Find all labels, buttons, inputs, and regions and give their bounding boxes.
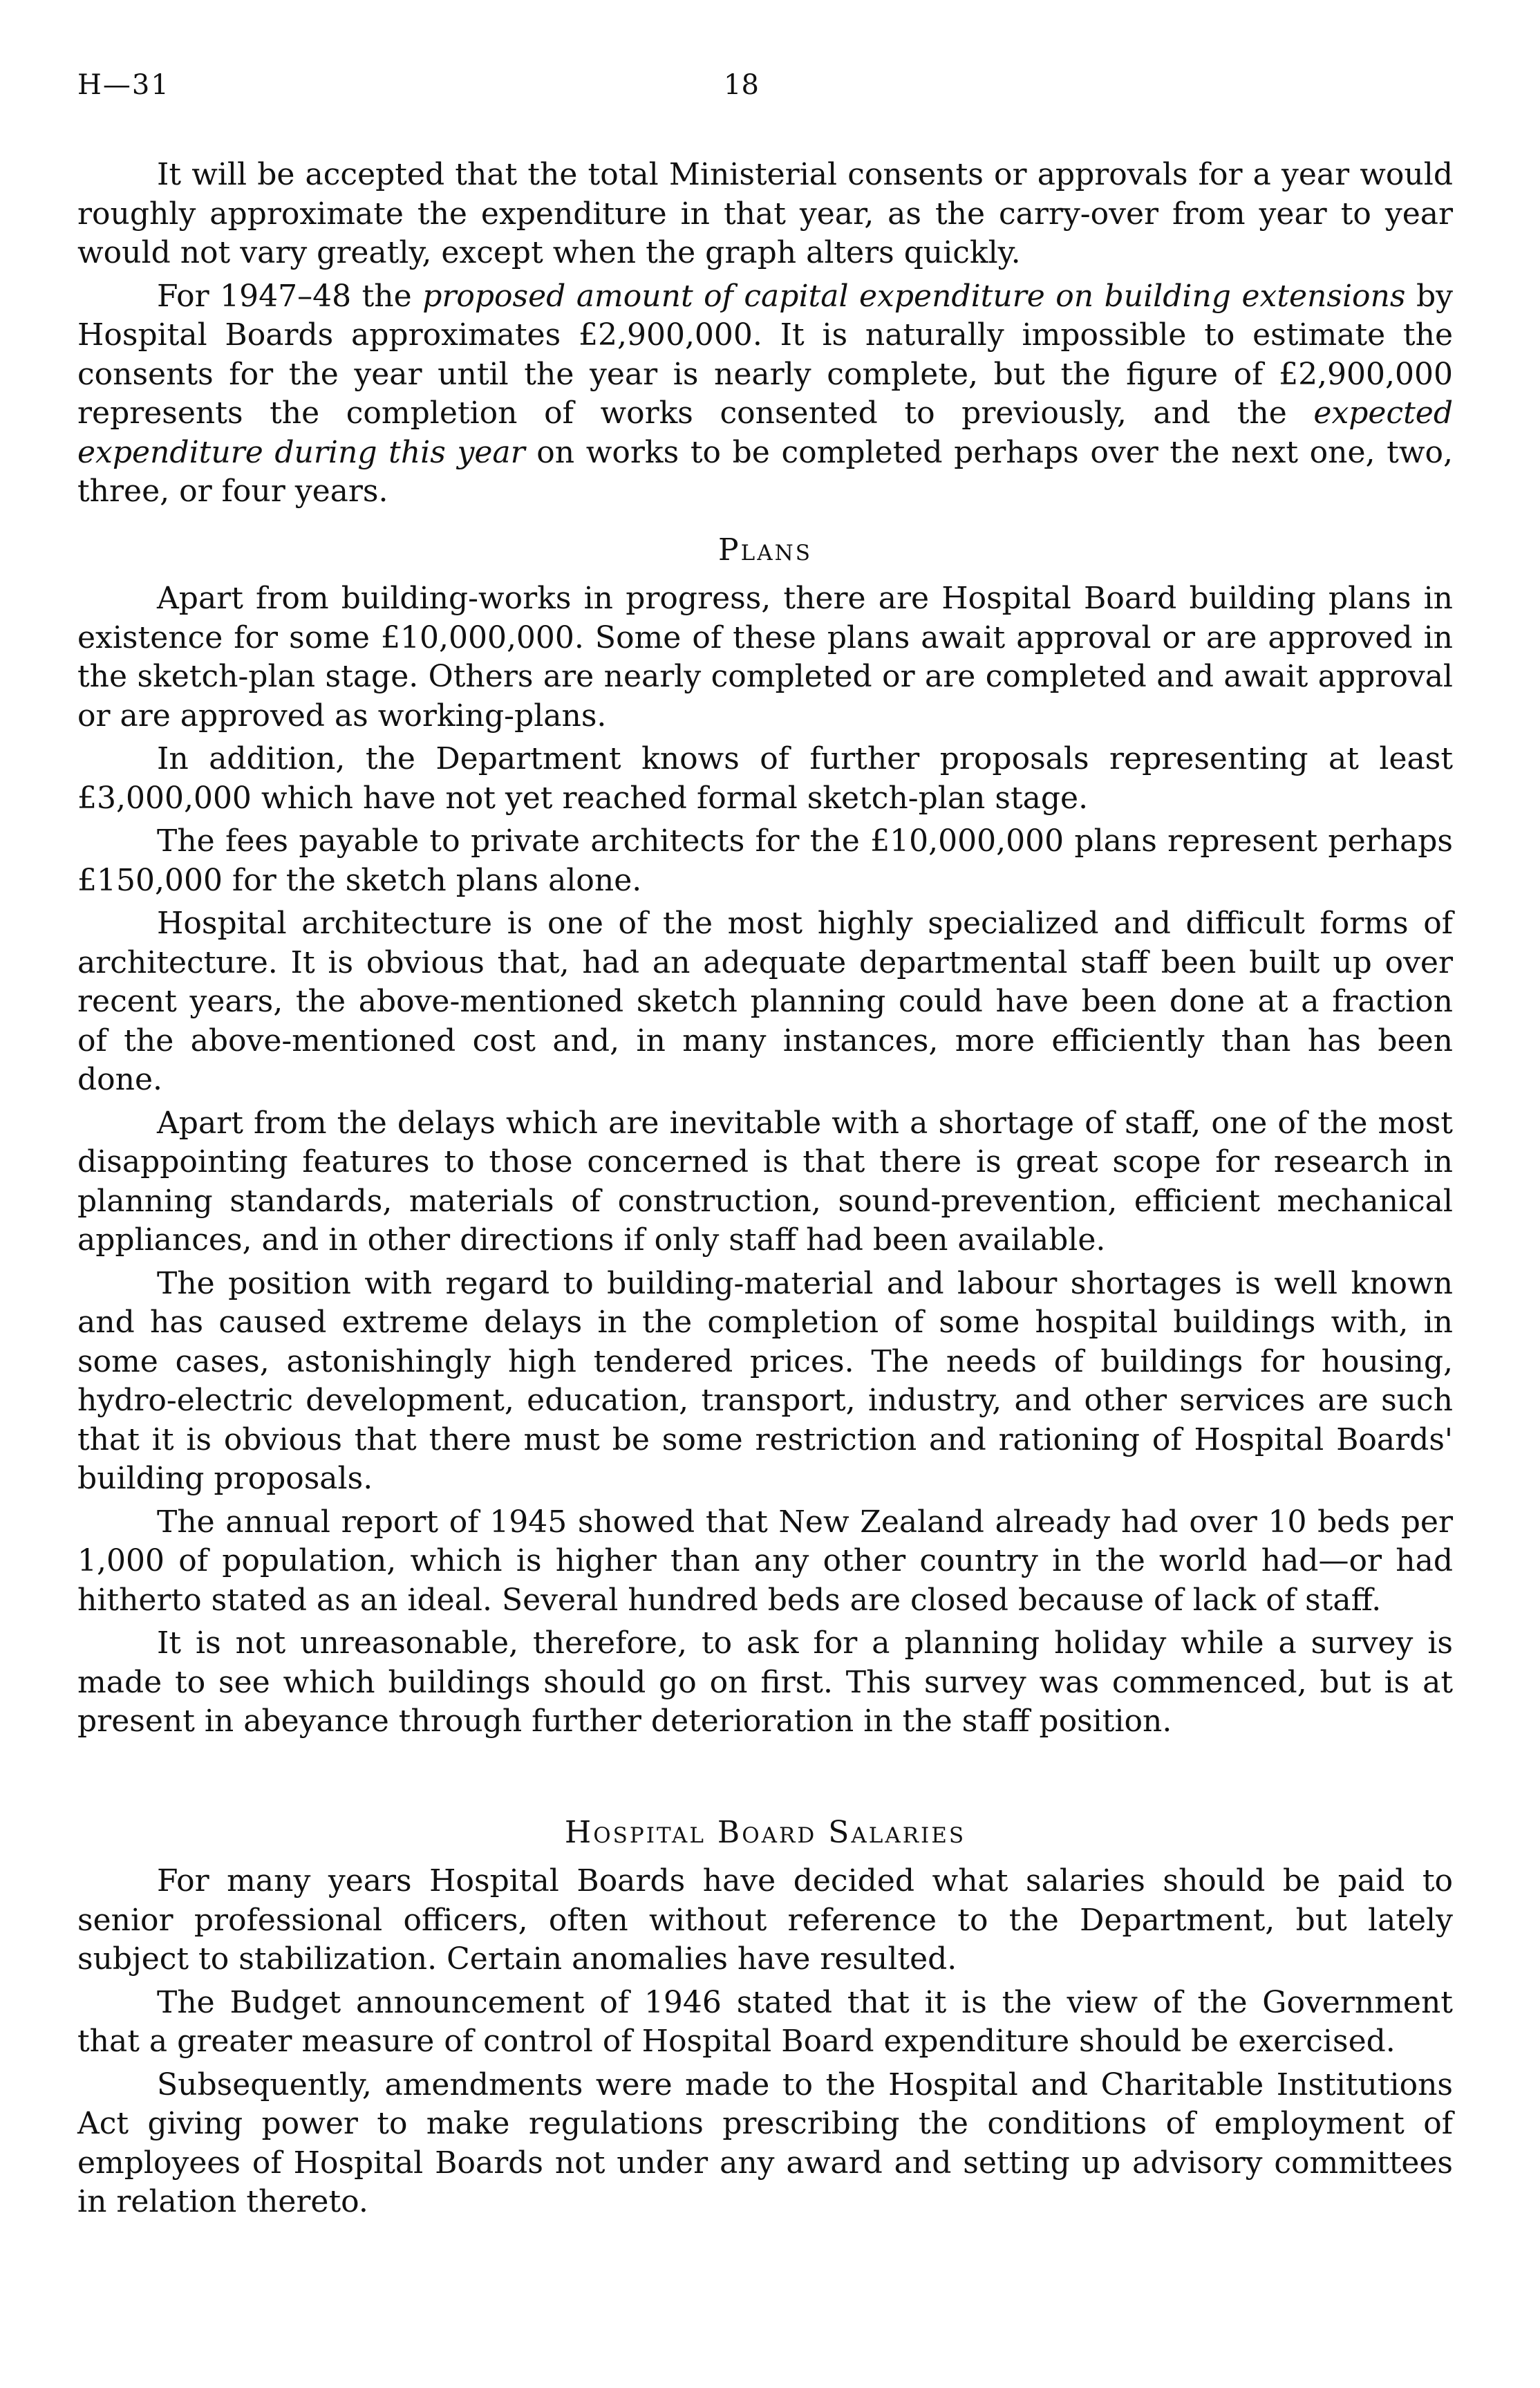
italic-phrase: expected expenditure during this year <box>77 395 1453 470</box>
page-number: 18 <box>724 69 759 101</box>
document-page <box>77 0 1453 2388</box>
paragraph: It is not unreasonable, therefore, to ask for a planning holiday while a survey is made to see which buildings should go on first. This survey was commenced, but is at present in abeyance through further deterioration in the staff position. <box>77 1625 1453 1739</box>
paragraph: Hospital architecture is one of the most highly specialized and difficult forms of architecture. It is obvious that, had an adequate departmental staff been built up over recent years, the above-mentioned sketch planning could have been done at a fraction of the above-mentioned cost and, in many instances, more efficiently than has been done. <box>77 906 1453 1097</box>
paragraph: Apart from the delays which are inevitable with a shortage of staff, one of the most disappointing features to those concerned is that there is great scope for research in planning standards, materials of construction, sound-prevention, efficient mechanical appliances, and in other directions if only staff had been available. <box>77 1105 1453 1258</box>
paragraph: It will be accepted that the total Ministerial consents or approvals for a year would roughly approximate the expenditure in that year, as the carry-over from year to year would not vary greatly, except when the graph alters quickly. <box>77 157 1453 270</box>
section-heading-plans: Plans <box>718 532 812 568</box>
paragraph: The fees payable to private architects for the £10,000,000 plans represent perhaps £150,000 for the sketch plans alone. <box>77 823 1453 898</box>
text-run: on works to be completed perhaps over the next one, two, three, or four years. <box>77 434 1453 509</box>
paragraph: For many years Hospital Boards have decided what salaries should be paid to senior professional officers, often without reference to the Department, but lately subject to stabilization. Certain anomalies have resulted. <box>77 1863 1453 1977</box>
page-header <box>77 69 1453 111</box>
italic-phrase: proposed amount of capital expenditure on building extensions <box>422 278 1406 314</box>
section-heading-salaries: Hospital Board Salaries <box>564 1814 966 1850</box>
paragraph: The position with regard to building-material and labour shortages is well known and has caused extreme delays in the completion of some hospital buildings with, in some cases, astonishingly high tendered prices. The needs of buildings for housing, hydro-electric development, education, transport, industry, and other services are such that it is obvious that there must be some restriction and rationing of Hospital Boards' building proposals. <box>77 1265 1453 1496</box>
document-code: H—31 <box>77 69 170 101</box>
paragraph: The annual report of 1945 showed that New Zealand already had over 10 beds per 1,000 of population, which is higher than any other country in the world had—or had hitherto stated as an ideal. Several hundred beds are closed because of lack of staff. <box>77 1504 1453 1618</box>
paragraph: The Budget announcement of 1946 stated that it is the view of the Government that a greater measure of control of Hospital Board expenditure should be exercised. <box>77 1984 1453 2059</box>
paragraph <box>77 277 1453 512</box>
text-run: by Hospital Boards approximates £2,900,000. It is naturally impossible to estimate the consents for the year until the year is nearly complete, but the figure of £2,900,000 represents the completion of works consented to previously, and the <box>77 278 1453 431</box>
paragraph: Subsequently, amendments were made to the Hospital and Charitable Institutions Act giving power to make regulations prescribing the conditions of employment of employees of Hospital Boards not under any award and setting up advisory committees in relation thereto. <box>77 2067 1453 2219</box>
paragraph: In addition, the Department knows of further proposals representing at least £3,000,000 which have not yet reached formal sketch-plan stage. <box>77 741 1453 816</box>
body-text <box>77 156 1453 2226</box>
text-run: For 1947–48 the <box>157 278 423 314</box>
paragraph: Apart from building-works in progress, there are Hospital Board building plans in existence for some £10,000,000. Some of these plans await approval or are approved in the sketch-plan stage. Others are nearly completed or are completed and await approval or are approved as working-plans. <box>77 581 1453 734</box>
